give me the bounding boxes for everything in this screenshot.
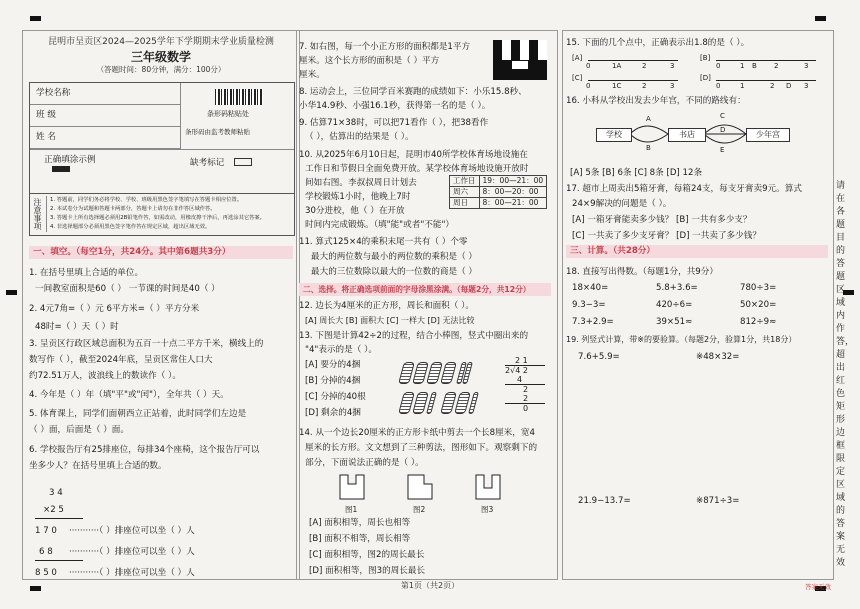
notes-area (30, 193, 294, 236)
calc-row-3[interactable]: ···········（ ）排座位可以坐（ ）人 (69, 568, 195, 578)
question-17a: 17. 超市上周卖出5箱牙膏，每箱24支，每支牙膏卖9元。算式 (566, 184, 802, 194)
calc-item[interactable]: 780÷3= (740, 283, 777, 293)
question-3b[interactable]: 数写作（ ），截至2024年底，呈贡区常住人口大 (29, 355, 213, 365)
name-row[interactable]: 姓 名 (30, 127, 180, 149)
watermark: 答案无效 (805, 583, 831, 591)
calc-item[interactable]: 50×20= (740, 300, 777, 310)
barcode-icon (215, 89, 263, 105)
time-info: （答题时间：80分钟，满分：100分） (96, 65, 226, 74)
figure-1 (339, 474, 365, 500)
barcode-label: 条形码粘贴处 (207, 110, 249, 118)
question-6b: 坐多少人？在括号里填上合适的数。 (29, 461, 167, 471)
route-diagram: 学校 书店 少年宫 A B C D E (596, 112, 796, 156)
question-10e[interactable]: 30分进校，他（ ）在开放 (305, 206, 405, 216)
side-notice: 请在各题目的答题区域内作答，超出红色矩形边框限定区域的答案无效 (836, 181, 855, 568)
calc-item[interactable]: 18×40= (572, 283, 609, 293)
calc-row-2-num: 6 8 (39, 547, 53, 557)
question-14a: 14. 从一个边长20厘米的正方形卡纸中剪去一个长8厘米，宽4 (299, 428, 535, 438)
question-2a[interactable]: 2. 4元7角=（ ）元 6平方米=（ ）平方分米 (29, 304, 200, 314)
question-11c[interactable]: 最大的三位数除以最大的一位数的商是（ ） (311, 267, 478, 277)
calc-item[interactable]: 5.8+3.6= (656, 283, 698, 293)
question-3a: 3. 呈贡区行政区域总面积为五百一十点二平方千米，横线上的 (29, 339, 264, 349)
question-3c[interactable]: 约72.51万人，波浪线上的数读作（ ）。 (29, 371, 181, 381)
corner-mark (30, 16, 41, 21)
student-info-box (29, 82, 295, 236)
question-7b[interactable]: 厘米。这个长方形的面积是（ ）平方 (299, 56, 440, 66)
calc-row-2[interactable]: ···········（ ）排座位可以坐（ ）人 (69, 547, 195, 557)
table-row: 工作日 19：00—21：00 (450, 176, 547, 187)
subject-title: 三年级数学 (130, 50, 191, 64)
option-13a[interactable]: [A] 要分的4捆 (305, 360, 361, 370)
barcode-area (180, 83, 295, 149)
question-11a[interactable]: 11. 算式125×4的乘积末尾一共有（ ）个零 (299, 237, 468, 247)
question-8a: 8. 运动会上，三位同学百米赛跑的成绩如下：小乐15.8秒、 (299, 87, 527, 97)
long-division: 2 1 2√4 2 4 2 2 0 (505, 356, 545, 413)
corner-mark (6, 290, 17, 295)
calc-line (35, 560, 83, 561)
question-10d: 学校锻炼1小时，他晚上7时 (305, 192, 411, 202)
option-13b[interactable]: [B] 分掉的4捆 (305, 376, 361, 386)
question-10b: 工作日和节假日全面免费开放。某学校体育场地设施开放时 (305, 164, 529, 174)
vertical-calc-2[interactable]: ※48×32= (696, 352, 740, 362)
question-13a: 13. 下图是计算42÷2的过程，结合小棒图，竖式中圈出来的 (299, 331, 529, 341)
calc-item[interactable]: 9.3−3= (572, 300, 606, 310)
absent-box[interactable] (234, 158, 252, 166)
option-14b[interactable]: [B] 面积不相等，周长相等 (309, 534, 411, 544)
absent-label: 缺考标记 (190, 158, 225, 168)
question-18: 18. 直接写出得数。（每题1分，共9分） (566, 267, 718, 277)
option-13d[interactable]: [D] 剩余的4捆 (305, 408, 361, 418)
question-8b[interactable]: 小华14.9秒、小强16.1秒，获得第一名的是（ ）。 (299, 101, 491, 111)
store-node: 书店 (668, 128, 706, 142)
figure-2 (407, 474, 433, 500)
notes-list: 1. 答题前，同学们务必将学校、学校、班级用黑色签字笔填写在答题卡相应位置。 2. 本试卷分为试题和答题卡两部分，答题卡上请勿在非作答区域作答。 3. 答题卡上所有选择题必须用2B铅笔作答，如需改动，用橡皮擦干净后，再选涂其它答案。 4. 非选择题部分必须用黑色签字笔作答在规定区域，超出区域无效。 (46, 196, 296, 232)
question-5a: 5. 体育课上，同学们面朝西立正站着，此时同学们左边是 (29, 409, 247, 419)
question-17-options-1[interactable]: [A] 一箱牙膏能卖多少钱？ [B] 一共有多少支？ (572, 215, 752, 225)
option-14c[interactable]: [C] 面积相等，图2的周长最长 (309, 550, 425, 560)
question-2b[interactable]: 48时=（ ）天（ ）时 (35, 322, 119, 332)
question-5b[interactable]: （ ）面，后面是（ ）面。 (29, 425, 129, 435)
school-node: 学校 (596, 128, 632, 142)
section-2-title: 二、选择。将正确选项前面的字母涂黑涂满。（每题2分，共12分） (299, 283, 551, 296)
question-15: 15. 下面的几个点中，正确表示出1.8的是（ ）。 (566, 38, 750, 48)
calc-multiplier: ×2 5 (43, 505, 64, 515)
figure-3-label: 图3 (481, 505, 494, 514)
palace-node: 少年宫 (746, 128, 790, 142)
calc-item[interactable]: 39×51≈ (656, 317, 693, 327)
barcode-hint: 条形码由监考教师粘贴 (185, 128, 250, 136)
fill-example-row (30, 149, 294, 194)
stick-bundles-figure (399, 360, 499, 416)
figure-3 (475, 474, 501, 500)
question-9b[interactable]: （ ），估算出的结果是（ ）。 (305, 132, 414, 142)
question-11b[interactable]: 最大的两位数与最小的两位数的乘积是（ ） (311, 252, 478, 262)
school-row[interactable]: 学校名称 (30, 83, 180, 105)
question-14b: 厘米的长方形。文文想到了三种剪法，图形如下。观察剩下的 (305, 443, 538, 453)
paper-title: 昆明市呈贡区2024—2025学年下学期期末学业质量检测 (48, 37, 274, 47)
figure-2-label: 图2 (413, 505, 426, 514)
option-13c[interactable]: [C] 分掉的40根 (305, 392, 366, 402)
question-16-options[interactable]: [A] 5条 [B] 6条 [C] 8条 [D] 12条 (570, 168, 703, 178)
question-7a: 7. 如右图，每一个小正方形的面积都是1平方 (299, 42, 471, 52)
calc-item[interactable]: 7.3+2.9= (572, 317, 614, 327)
question-1a[interactable]: 一间教室面积是60（ ） 一节课的时间是40（ ） (35, 284, 220, 294)
calc-row-1[interactable]: ···········（ ）排座位可以坐（ ）人 (69, 526, 195, 536)
figure-1-label: 图1 (345, 505, 358, 514)
section-3-title: 三、计算。（共28分） (566, 245, 828, 258)
question-12: 12. 边长为4厘米的正方形，周长和面积（ ）。 (299, 301, 474, 311)
question-16: 16. 小科从学校出发去少年宫，不同的路线有： (566, 96, 746, 106)
question-10c: 间如右图。李叔叔周日计划去 (305, 178, 417, 188)
opening-hours-table (449, 175, 547, 209)
class-row[interactable]: 班 级 (30, 105, 180, 127)
question-10a: 10. 从2025年6月10日起，昆明市40所学校体育场地设施在 (299, 150, 528, 160)
corner-mark (815, 16, 826, 21)
question-9a[interactable]: 9. 估算71×38时，可以把71看作（ ），把38看作 (299, 118, 489, 128)
table-row: 周六 8：00—20：00 (450, 187, 547, 198)
option-14a[interactable]: [A] 面积相等，周长也相等 (309, 518, 411, 528)
question-1: 1. 在括号里填上合适的单位。 (29, 268, 144, 278)
question-4[interactable]: 4. 今年是（ ）年（填"平"或"闰"），全年共（ ）天。 (29, 390, 229, 400)
notes-title: 注意事项 (33, 198, 42, 230)
question-10f: 时间内完成锻炼。（填"能"或者"不能"） (305, 220, 455, 230)
correct-example-label: 正确填涂示例 (44, 155, 96, 165)
question-19: 19. 列竖式计算，带※的要验算。（每题2分，验算1分，共18分） (566, 335, 797, 344)
table-row: 周日 8：00—21：00 (450, 198, 547, 209)
vertical-calc-3[interactable]: 21.9−13.7= (578, 496, 631, 506)
calc-item[interactable]: 812÷9≈ (740, 317, 777, 327)
question-6a: 6. 学校报告厅有25排座位，每排34个座椅，这个报告厅可以 (29, 445, 260, 455)
vertical-calc-1[interactable]: 7.6+5.9= (578, 352, 620, 362)
option-14d[interactable]: [D] 面积相等，图3的周长最长 (309, 566, 426, 576)
question-17-options-2[interactable]: [C] 一共卖了多少支牙膏？ [D] 一共卖了多少钱？ (572, 231, 761, 241)
calc-top: 3 4 (49, 488, 63, 498)
question-7c: 厘米。 (299, 70, 325, 80)
question-12-options[interactable]: [A] 周长大 [B] 面积大 [C] 一样大 [D] 无法比较 (305, 316, 475, 325)
question-17b: 24×9解决的问题是（ ）。 (572, 199, 672, 209)
calc-line (35, 518, 83, 519)
grid-figure (493, 40, 547, 80)
vertical-calc-4[interactable]: ※871÷3= (696, 496, 740, 506)
calc-row-3-num: 8 5 0 (35, 568, 57, 578)
question-13b: "4"表示的是（ ）。 (305, 345, 377, 355)
question-14c: 部分，下面说法正确的是（ ）。 (305, 458, 424, 468)
filled-box-icon (52, 166, 70, 172)
calc-item[interactable]: 420÷6= (656, 300, 693, 310)
calc-row-1-num: 1 7 0 (35, 526, 57, 536)
section-1-title: 一、填空。（每空1分，共24分。其中第6题共3分） (29, 246, 293, 259)
page-number: 第1页（共2页） (400, 581, 460, 590)
number-lines[interactable]: [A] 0 1A 2 3 [B] 0 1 B 2 3 [C] 0 1C 2 3 [D] 0 1 2 D 3 (566, 52, 828, 92)
